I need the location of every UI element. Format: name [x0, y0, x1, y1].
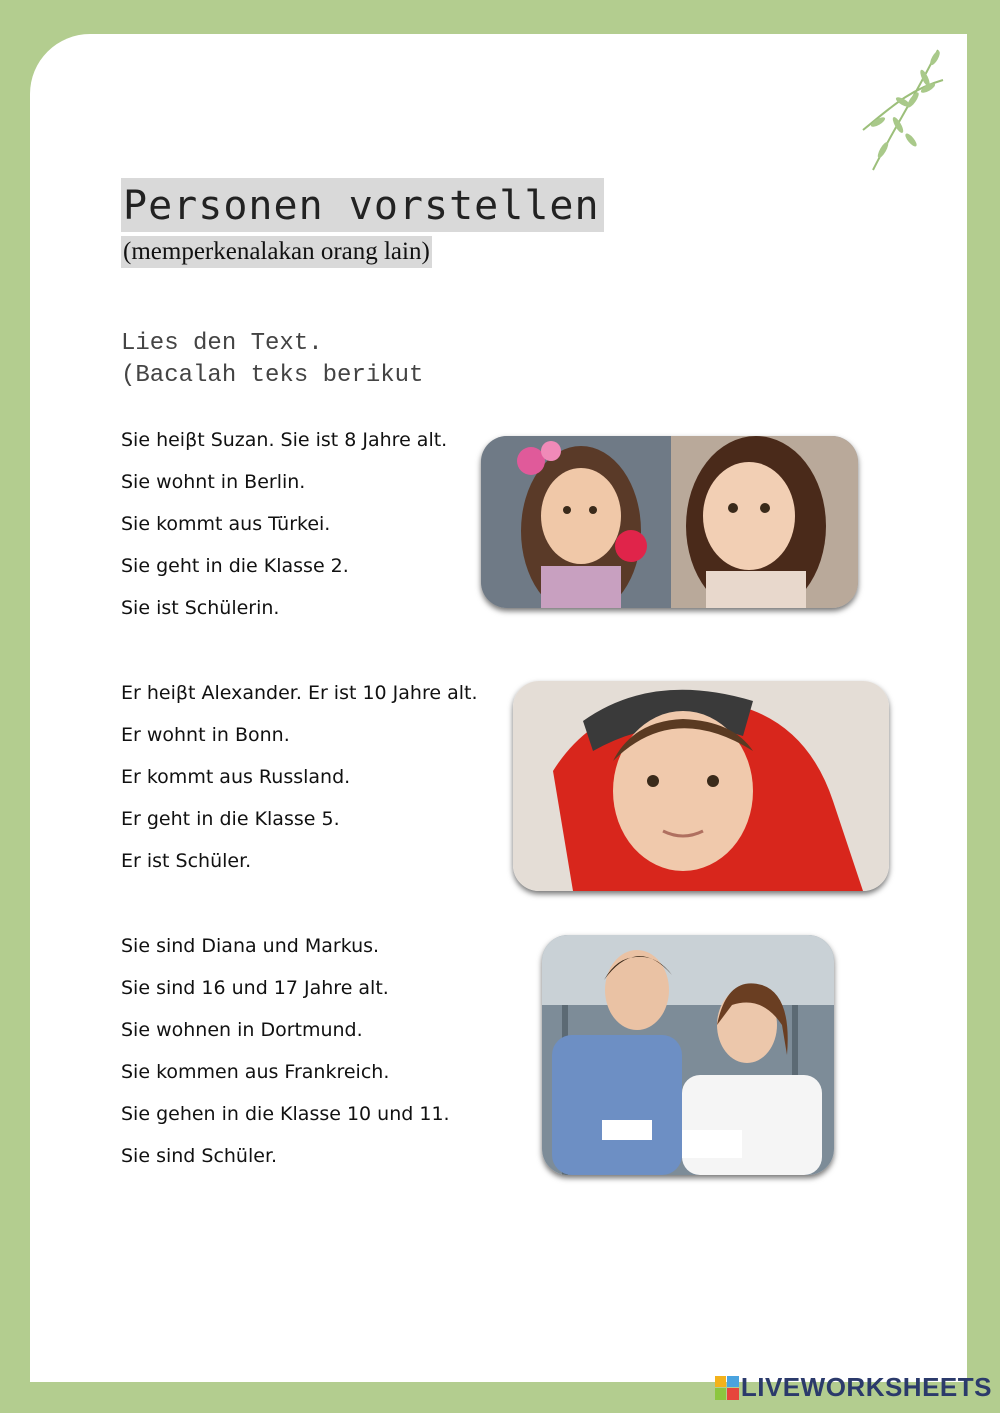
text-line: Sie sind Schüler. — [121, 1145, 278, 1167]
text-line: Er heiβt Alexander. Er ist 10 Jahre alt. — [121, 682, 478, 704]
leaf-decoration-icon — [853, 40, 953, 180]
text-line: Sie kommen aus Frankreich. — [121, 1061, 390, 1083]
text-line: Sie kommt aus Türkei. — [121, 513, 331, 535]
text-line: Er ist Schüler. — [121, 850, 252, 872]
text-line: Sie sind Diana und Markus. — [121, 935, 380, 957]
section-diana-markus — [121, 935, 450, 1187]
section-alexander — [121, 682, 478, 892]
text-line: Sie geht in die Klasse 2. — [121, 555, 349, 577]
text-line: Sie wohnt in Berlin. — [121, 471, 306, 493]
text-line: Sie ist Schülerin. — [121, 597, 280, 619]
liveworksheets-logo — [715, 1372, 992, 1403]
text-line: Sie wohnen in Dortmund. — [121, 1019, 363, 1041]
brand-name: LIVEWORKSHEETS — [740, 1372, 992, 1402]
page-title: Personen vorstellen — [121, 178, 604, 232]
instruction-line: Lies den Text. — [121, 330, 323, 357]
text-line: Sie sind 16 und 17 Jahre alt. — [121, 977, 389, 999]
section-suzan — [121, 429, 447, 639]
page-subtitle: (memperkenalakan orang lain) — [121, 236, 432, 268]
text-line: Er wohnt in Bonn. — [121, 724, 290, 746]
photo-boy — [513, 681, 889, 891]
photo-girl — [481, 436, 858, 608]
photo-teens — [542, 935, 834, 1175]
text-line: Er geht in die Klasse 5. — [121, 808, 340, 830]
text-line: Er kommt aus Russland. — [121, 766, 351, 788]
instruction — [121, 328, 423, 392]
liveworksheets-logo-icon — [715, 1376, 739, 1400]
text-line: Sie heiβt Suzan. Sie ist 8 Jahre alt. — [121, 429, 448, 451]
text-line: Sie gehen in die Klasse 10 und 11. — [121, 1103, 450, 1125]
title-block — [121, 178, 604, 268]
instruction-translation: (Bacalah teks berikut — [121, 362, 424, 389]
